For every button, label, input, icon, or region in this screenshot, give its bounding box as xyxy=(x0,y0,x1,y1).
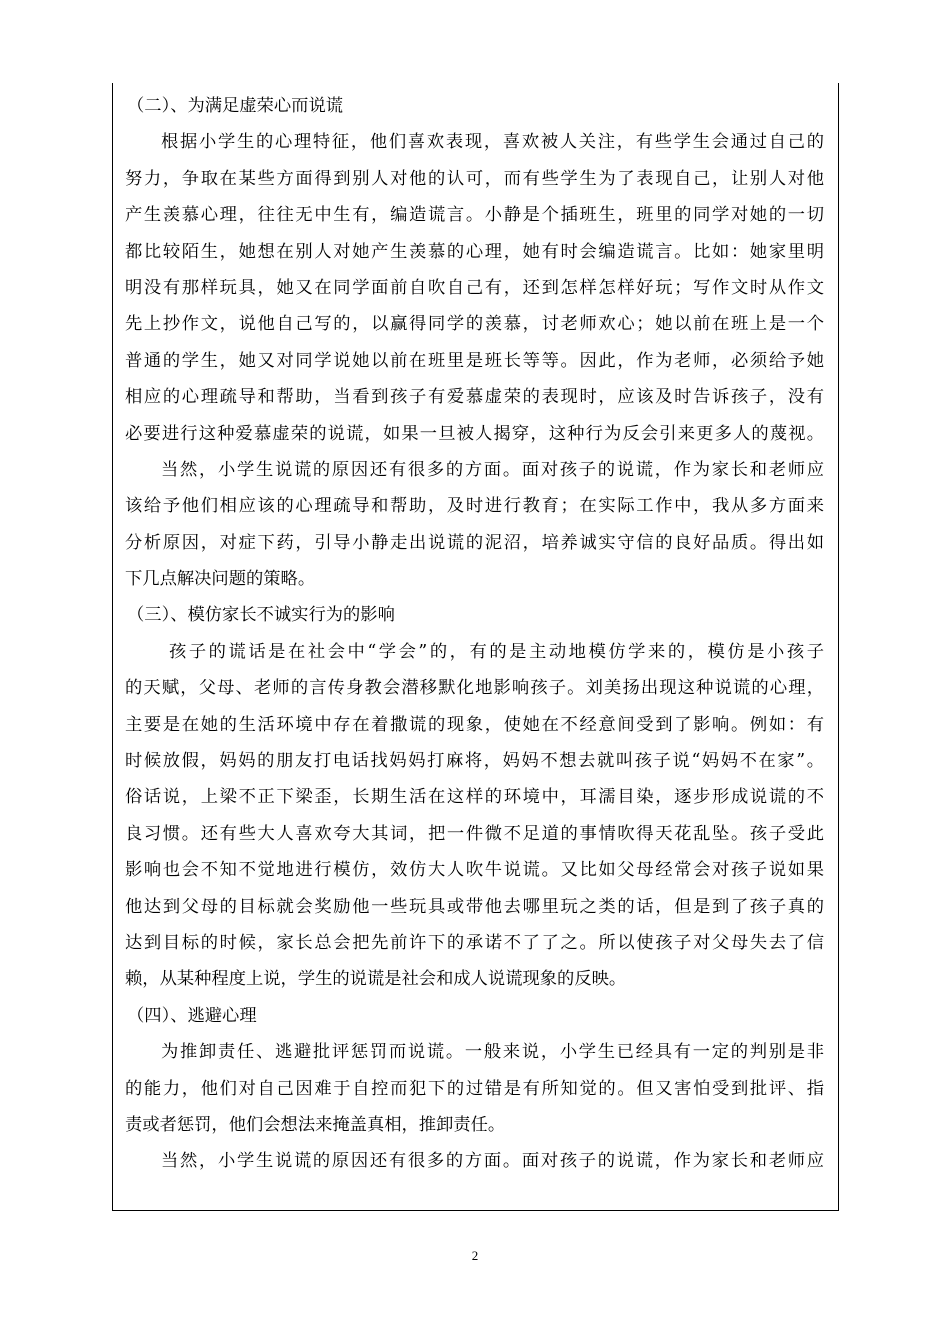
paragraph-first-line: 当然，小学生说谎的原因还有很多的方面。面对孩子的说谎，作为家长和老师应 xyxy=(161,459,824,480)
body-text-line: 的能力，他们对自己因难于自控而犯下的过错是有所知觉的。但又害怕受到批评、指 xyxy=(125,1078,824,1099)
section-heading: （四）、逃避心理 xyxy=(127,1005,257,1026)
body-text-line: 主要是在她的生活环境中存在着撒谎的现象，使她在不经意间受到了影响。例如：有 xyxy=(125,714,824,735)
body-text-line: 达到目标的时候，家长总会把先前许下的承诺不了了之。所以使孩子对父母失去了信 xyxy=(125,932,824,953)
paragraph-first-line: 根据小学生的心理特征，他们喜欢表现，喜欢被人关注，有些学生会通过自己的 xyxy=(161,132,824,153)
paragraph-last-line: 赖，从某种程度上说，学生的说谎是社会和成人说谎现象的反映。 xyxy=(125,969,627,990)
body-text-line: 都比较陌生，她想在别人对她产生羡慕的心理，她有时会编造谎言。比如：她家里明 xyxy=(125,241,824,262)
body-text-line: 相应的心理疏导和帮助，当看到孩子有爱慕虚荣的表现时，应该及时告诉孩子，没有 xyxy=(125,387,824,408)
body-text-line: 影响也会不知不觉地进行模仿，效仿大人吹牛说谎。又比如父母经常会对孩子说如果 xyxy=(125,860,824,881)
body-text-line: 的天赋，父母、老师的言传身教会潜移默化地影响孩子。刘美扬出现这种说谎的心理， xyxy=(125,678,824,699)
body-text-line: 该给予他们相应该的心理疏导和帮助，及时进行教育；在实际工作中，我从多方面来 xyxy=(125,496,824,517)
paragraph-last-line: 责或者惩罚，他们会想法来掩盖真相，推卸责任。 xyxy=(125,1114,506,1135)
body-text-line: 必要进行这种爱慕虚荣的说谎，如果一旦被人揭穿，这种行为反会引来更多人的蔑视。 xyxy=(125,423,824,444)
paragraph-first-line: 当然，小学生说谎的原因还有很多的方面。面对孩子的说谎，作为家长和老师应 xyxy=(161,1151,824,1172)
section-heading: （三）、模仿家长不诚实行为的影响 xyxy=(127,605,395,626)
body-text-line: 他达到父母的目标就会奖励他一些玩具或带他去哪里玩之类的话，但是到了孩子真的 xyxy=(125,896,824,917)
body-text-line: 努力，争取在某些方面得到别人对他的认可，而有些学生为了表现自己，让别人对他 xyxy=(125,168,824,189)
body-text-line: 分析原因，对症下药，引导小静走出说谎的泥沼，培养诚实守信的良好品质。得出如 xyxy=(125,532,824,553)
paragraph-first-line: 孩子的谎话是在社会中“学会”的，有的是主动地模仿学来的，模仿是小孩子 xyxy=(169,641,824,662)
body-text-line: 普通的学生，她又对同学说她以前在班里是班长等等。因此，作为老师，必须给予她 xyxy=(125,350,824,371)
page-number: 2 xyxy=(471,1248,479,1263)
body-text-line: 产生羡慕心理，往往无中生有，编造谎言。小静是个插班生，班里的同学对她的一切 xyxy=(125,205,824,226)
paragraph-last-line: 下几点解决问题的策略。 xyxy=(125,569,316,590)
body-text-line: 良习惯。还有些大人喜欢夸大其词，把一件微不足道的事情吹得天花乱坠。孩子受此 xyxy=(125,823,824,844)
body-text-line: 俗话说，上梁不正下梁歪，长期生活在这样的环境中，耳濡目染，逐步形成说谎的不 xyxy=(125,787,824,808)
body-text-line: 时候放假，妈妈的朋友打电话找妈妈打麻将，妈妈不想去就叫孩子说“妈妈不在家”。 xyxy=(125,751,824,772)
paragraph-first-line: 为推卸责任、逃避批评惩罚而说谎。一般来说，小学生已经具有一定的判别是非 xyxy=(161,1042,824,1063)
body-text-line: 先上抄作文，说他自己写的，以赢得同学的羡慕，讨老师欢心；她以前在班上是一个 xyxy=(125,314,824,335)
document-frame xyxy=(112,83,839,1211)
section-heading: （二）、为满足虚荣心而说谎 xyxy=(127,96,344,116)
body-text-line: 明没有那样玩具，她又在同学面前自吹自己有，还到怎样怎样好玩；写作文时从作文 xyxy=(125,277,824,298)
